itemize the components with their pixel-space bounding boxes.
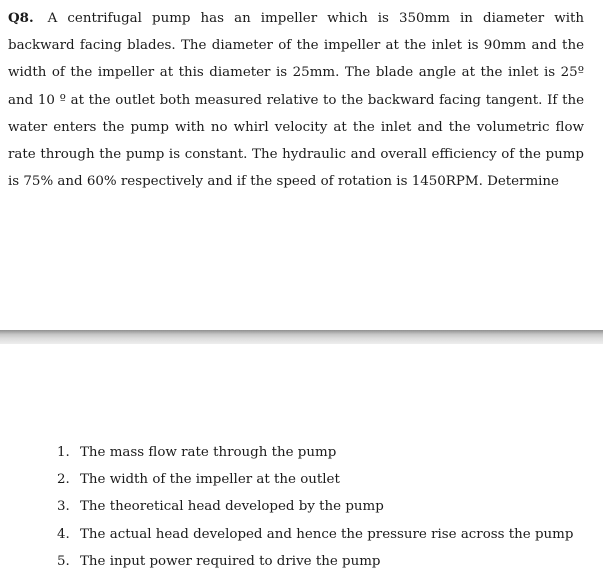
task-text: The actual head developed and hence the pressure rise across the pump (80, 526, 574, 542)
task-number: 2. (57, 472, 70, 488)
task-item-1 (57, 439, 573, 466)
task-text: The input power required to drive the pump (80, 553, 381, 569)
page-separator (0, 330, 603, 344)
task-item-3 (57, 493, 573, 520)
task-text: The theoretical head developed by the pump (80, 499, 384, 515)
question-text: A centrifugal pump has an impeller which is 350mm in diameter with backward facing blades. The diameter of the impeller at the inlet is 90mm and the width of the impeller at this diameter is 25mm. The blade angle at the inlet is 25º and 10 º at the outlet both measured relative to the backward facing tangent. If the water enters the pump with no whirl velocity at the inlet and the volumetric flow rate through the pump is constant. The hydraulic and overall efficiency of the pump is 75% and 60% respectively and if the speed of rotation is 1450RPM. Determine (8, 11, 584, 190)
question-paragraph (8, 5, 584, 195)
task-list (57, 439, 573, 575)
task-item-2 (57, 466, 573, 493)
task-item-4 (57, 521, 573, 548)
task-text: The mass flow rate through the pump (80, 445, 337, 460)
task-item-5 (57, 548, 573, 575)
task-number: 4. (57, 526, 70, 542)
task-number: 3. (57, 499, 70, 515)
question-number: Q8. (8, 10, 34, 26)
task-number: 5. (57, 553, 70, 569)
task-text: The width of the impeller at the outlet (80, 472, 340, 488)
task-number: 1. (57, 445, 70, 460)
